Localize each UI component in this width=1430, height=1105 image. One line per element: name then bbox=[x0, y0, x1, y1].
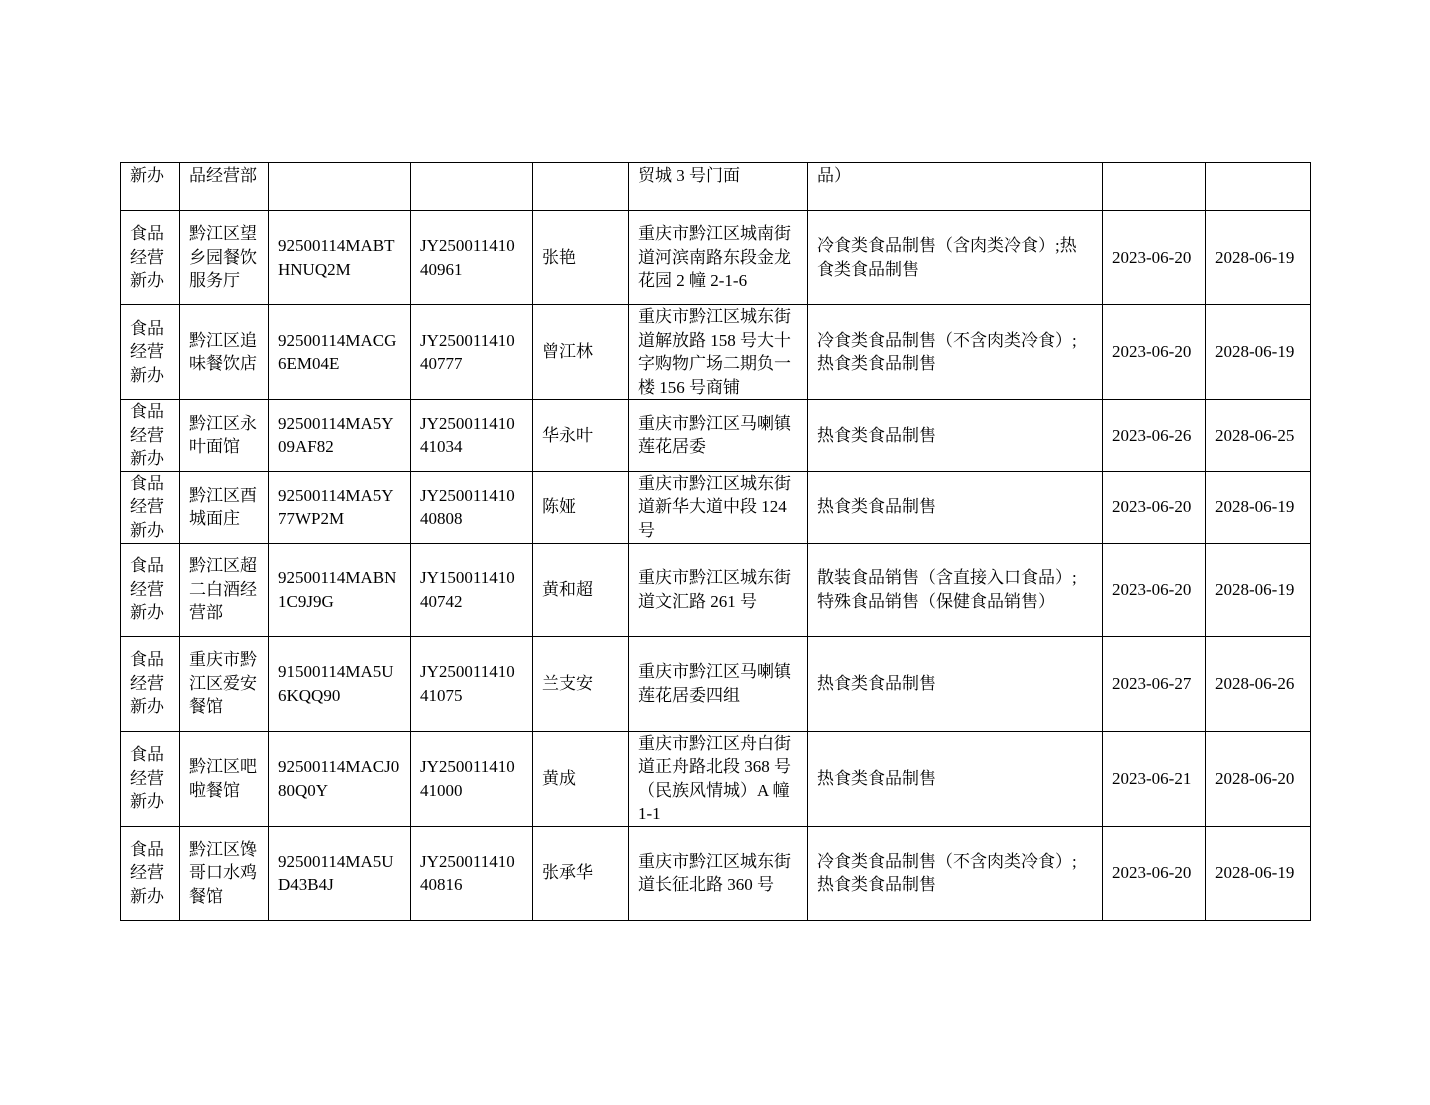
table-row bbox=[121, 636, 1311, 731]
cell-name: 品经营部 bbox=[180, 163, 269, 211]
cell-license-no: JY25001141040816 bbox=[411, 826, 533, 920]
cell-scope: 热食类食品制售 bbox=[808, 471, 1103, 543]
cell-issue-date: 2023-06-21 bbox=[1103, 731, 1206, 826]
cell-license-no: JY25001141040808 bbox=[411, 471, 533, 543]
cell-credit-code: 92500114MA5Y09AF82 bbox=[269, 400, 411, 472]
cell-credit-code: 91500114MA5U6KQQ90 bbox=[269, 636, 411, 731]
cell-name: 黔江区永叶面馆 bbox=[180, 400, 269, 472]
cell-address: 重庆市黔江区城东街道新华大道中段 124 号 bbox=[629, 471, 808, 543]
cell-expiry-date: 2028-06-19 bbox=[1206, 211, 1311, 305]
cell-type: 食品经营新办 bbox=[121, 471, 180, 543]
cell-credit-code: 92500114MACJ080Q0Y bbox=[269, 731, 411, 826]
cell-scope: 散装食品销售（含直接入口食品）;特殊食品销售（保健食品销售） bbox=[808, 543, 1103, 636]
cell-name: 黔江区酉城面庄 bbox=[180, 471, 269, 543]
cell-type: 食品经营新办 bbox=[121, 305, 180, 400]
cell-legal-person: 黄成 bbox=[533, 731, 629, 826]
table-row bbox=[121, 471, 1311, 543]
cell-address: 重庆市黔江区城南街道河滨南路东段金龙花园 2 幢 2-1-6 bbox=[629, 211, 808, 305]
cell-issue-date: 2023-06-27 bbox=[1103, 636, 1206, 731]
cell-credit-code bbox=[269, 163, 411, 211]
cell-credit-code: 92500114MA5UD43B4J bbox=[269, 826, 411, 920]
cell-address: 重庆市黔江区舟白街道正舟路北段 368 号（民族风情城）A 幢 1-1 bbox=[629, 731, 808, 826]
cell-credit-code: 92500114MABTHNUQ2M bbox=[269, 211, 411, 305]
cell-address: 重庆市黔江区城东街道文汇路 261 号 bbox=[629, 543, 808, 636]
cell-legal-person: 兰支安 bbox=[533, 636, 629, 731]
cell-credit-code: 92500114MA5Y77WP2M bbox=[269, 471, 411, 543]
cell-name: 黔江区馋哥口水鸡餐馆 bbox=[180, 826, 269, 920]
cell-expiry-date: 2028-06-19 bbox=[1206, 543, 1311, 636]
cell-license-no: JY25001141041000 bbox=[411, 731, 533, 826]
cell-type: 食品经营新办 bbox=[121, 400, 180, 472]
cell-address: 贸城 3 号门面 bbox=[629, 163, 808, 211]
cell-scope: 热食类食品制售 bbox=[808, 636, 1103, 731]
cell-scope: 热食类食品制售 bbox=[808, 731, 1103, 826]
cell-name: 黔江区望乡园餐饮服务厅 bbox=[180, 211, 269, 305]
cell-address: 重庆市黔江区马喇镇莲花居委四组 bbox=[629, 636, 808, 731]
table-row bbox=[121, 731, 1311, 826]
cell-scope: 冷食类食品制售（不含肉类冷食）;热食类食品制售 bbox=[808, 826, 1103, 920]
cell-license-no: JY25001141041034 bbox=[411, 400, 533, 472]
cell-expiry-date: 2028-06-20 bbox=[1206, 731, 1311, 826]
cell-expiry-date: 2028-06-19 bbox=[1206, 471, 1311, 543]
cell-type: 食品经营新办 bbox=[121, 543, 180, 636]
cell-address: 重庆市黔江区城东街道长征北路 360 号 bbox=[629, 826, 808, 920]
cell-scope: 热食类食品制售 bbox=[808, 400, 1103, 472]
cell-name: 重庆市黔江区爱安餐馆 bbox=[180, 636, 269, 731]
cell-legal-person: 张艳 bbox=[533, 211, 629, 305]
cell-expiry-date: 2028-06-26 bbox=[1206, 636, 1311, 731]
cell-type: 食品经营新办 bbox=[121, 211, 180, 305]
cell-expiry-date bbox=[1206, 163, 1311, 211]
cell-scope: 冷食类食品制售（不含肉类冷食）;热食类食品制售 bbox=[808, 305, 1103, 400]
cell-name: 黔江区吧啦餐馆 bbox=[180, 731, 269, 826]
cell-legal-person: 张承华 bbox=[533, 826, 629, 920]
cell-license-no bbox=[411, 163, 533, 211]
cell-legal-person: 曾江林 bbox=[533, 305, 629, 400]
table-row bbox=[121, 305, 1311, 400]
cell-issue-date: 2023-06-20 bbox=[1103, 471, 1206, 543]
cell-type: 新办 bbox=[121, 163, 180, 211]
cell-type: 食品经营新办 bbox=[121, 826, 180, 920]
table-row bbox=[121, 211, 1311, 305]
cell-credit-code: 92500114MABN1C9J9G bbox=[269, 543, 411, 636]
cell-legal-person: 华永叶 bbox=[533, 400, 629, 472]
cell-address: 重庆市黔江区城东街道解放路 158 号大十字购物广场二期负一楼 156 号商铺 bbox=[629, 305, 808, 400]
cell-name: 黔江区追味餐饮店 bbox=[180, 305, 269, 400]
cell-issue-date: 2023-06-26 bbox=[1103, 400, 1206, 472]
cell-license-no: JY25001141040961 bbox=[411, 211, 533, 305]
license-table bbox=[120, 162, 1311, 921]
table-row bbox=[121, 826, 1311, 920]
cell-issue-date: 2023-06-20 bbox=[1103, 826, 1206, 920]
cell-address: 重庆市黔江区马喇镇莲花居委 bbox=[629, 400, 808, 472]
cell-license-no: JY25001141041075 bbox=[411, 636, 533, 731]
cell-legal-person: 黄和超 bbox=[533, 543, 629, 636]
cell-type: 食品经营新办 bbox=[121, 731, 180, 826]
cell-scope: 品） bbox=[808, 163, 1103, 211]
cell-license-no: JY25001141040777 bbox=[411, 305, 533, 400]
cell-issue-date: 2023-06-20 bbox=[1103, 211, 1206, 305]
cell-credit-code: 92500114MACG6EM04E bbox=[269, 305, 411, 400]
cell-expiry-date: 2028-06-19 bbox=[1206, 826, 1311, 920]
table-row bbox=[121, 163, 1311, 211]
cell-license-no: JY15001141040742 bbox=[411, 543, 533, 636]
cell-legal-person: 陈娅 bbox=[533, 471, 629, 543]
cell-scope: 冷食类食品制售（含肉类冷食）;热食类食品制售 bbox=[808, 211, 1103, 305]
table-row bbox=[121, 400, 1311, 472]
cell-name: 黔江区超二白酒经营部 bbox=[180, 543, 269, 636]
cell-expiry-date: 2028-06-25 bbox=[1206, 400, 1311, 472]
table-row bbox=[121, 543, 1311, 636]
cell-type: 食品经营新办 bbox=[121, 636, 180, 731]
cell-issue-date: 2023-06-20 bbox=[1103, 543, 1206, 636]
cell-issue-date bbox=[1103, 163, 1206, 211]
cell-expiry-date: 2028-06-19 bbox=[1206, 305, 1311, 400]
cell-issue-date: 2023-06-20 bbox=[1103, 305, 1206, 400]
cell-legal-person bbox=[533, 163, 629, 211]
